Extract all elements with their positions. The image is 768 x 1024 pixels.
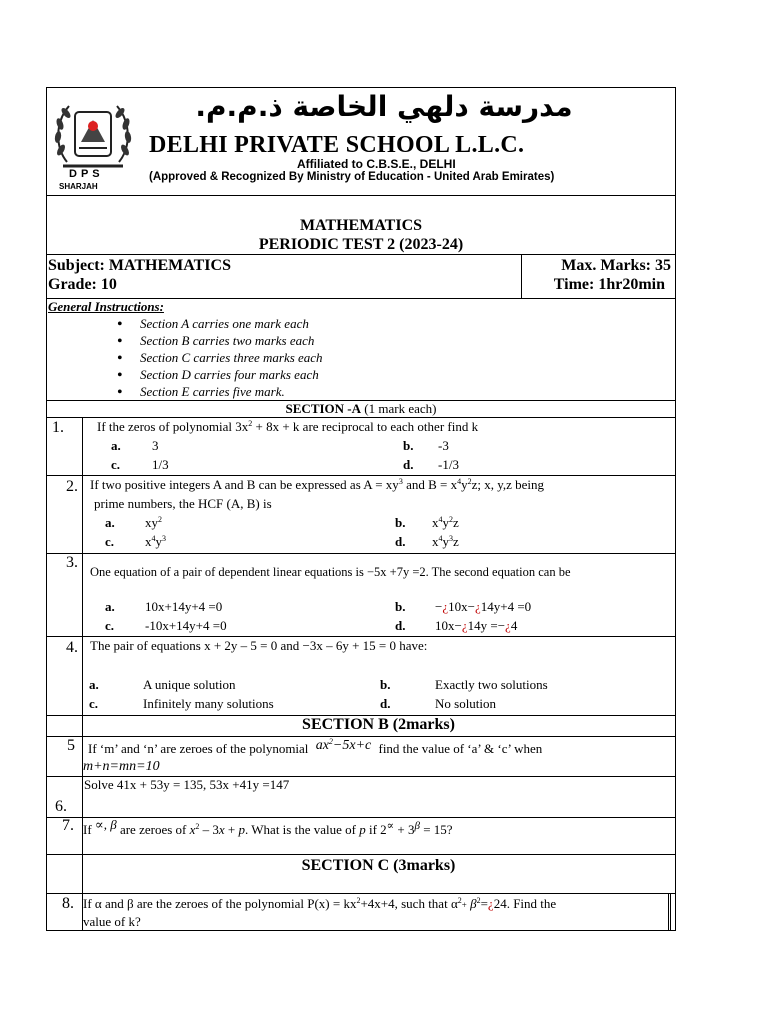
q5-condition: m+n=mn=10	[83, 759, 160, 774]
grade-label: Grade: 10	[48, 276, 117, 293]
q3-opt-value: 10x−¿14y =−¿4	[435, 618, 518, 633]
q2-opt-label: c.	[105, 534, 115, 549]
q2-text-line1: If two positive integers A and B can be expressed as $A = xy^3$ and $B = x^4y^2z$; x, y,z being	[90, 477, 545, 492]
logo-subtext: SHARJAH	[59, 182, 98, 191]
q4-opt-label: b.	[380, 677, 391, 692]
q3-opt-label: b.	[395, 599, 406, 614]
q2-opt-value: $x^4y^2z$	[432, 515, 459, 530]
instructions-heading: General Instructions:	[48, 299, 164, 314]
time-allowed: Time: 1hr20min	[553, 276, 665, 293]
q2-number: 2.	[66, 478, 78, 495]
q4-opt-value: A unique solution	[143, 677, 236, 692]
q4-opt-label: a.	[89, 677, 99, 692]
q1-opt-label: d.	[403, 457, 414, 472]
q7-number: 7.	[62, 817, 74, 834]
q1-opt-label: b.	[403, 438, 414, 453]
section-c-heading: SECTION C (3marks)	[301, 857, 456, 874]
approval-note: (Approved & Recognized By Ministry of Education - United Arab Emirates)	[149, 171, 555, 183]
q1-opt-label: a.	[111, 438, 121, 453]
q4-opt-value: Exactly two solutions	[435, 677, 548, 692]
test-subtitle: PERIODIC TEST 2 (2023-24)	[258, 236, 464, 253]
q3-opt-label: d.	[395, 618, 406, 633]
bullet: •	[117, 333, 123, 350]
instruction-item: Section E carries five mark.	[140, 384, 285, 399]
instruction-item: Section B carries two marks each	[140, 333, 315, 348]
school-logo	[49, 92, 137, 194]
q2-opt-value: $x^4y^3$	[145, 534, 166, 549]
q8-number: 8.	[62, 895, 74, 912]
q2-opt-label: b.	[395, 515, 406, 530]
section-a-title: SECTION -A	[285, 401, 362, 416]
instruction-item: Section A carries one mark each	[140, 316, 309, 331]
q3-opt-value: -10x+14y+4 =0	[145, 618, 227, 633]
q5-number: 5	[67, 737, 75, 754]
section-a-note: (1 mark each)	[364, 401, 437, 416]
q6-text: Solve 41x + 53y = 135, 53x +41y =147	[84, 777, 290, 792]
q1-opt-value: 1/3	[152, 457, 169, 472]
q3-number: 3.	[66, 554, 78, 571]
q1-opt-value: -3	[438, 438, 449, 453]
exam-sheet	[46, 87, 676, 931]
q8-text-line1: If α and β are the zeroes of the polynomial $P(x) = kx^2+4x+4$, such that $\alpha^2+$ $\beta^2=¿24$. Find the	[83, 896, 557, 911]
q4-opt-label: c.	[89, 696, 99, 711]
section-b-heading: SECTION B (2marks)	[302, 716, 455, 733]
q2-opt-value: $xy^2$	[145, 515, 162, 530]
arabic-school-name: مدرسة دلهي الخاصة ذ.م.م.	[195, 90, 573, 123]
bullet: •	[117, 316, 123, 333]
q1-opt-label: c.	[111, 457, 121, 472]
q3-opt-label: c.	[105, 618, 115, 633]
bullet: •	[117, 384, 123, 401]
q4-opt-value: No solution	[435, 696, 497, 711]
q2-opt-label: d.	[395, 534, 406, 549]
q8-text-line2: value of k?	[83, 914, 141, 929]
q2-text-line2: prime numbers, the HCF (A, B) is	[94, 496, 272, 511]
subject-label: Subject: MATHEMATICS	[48, 257, 231, 274]
q2-opt-label: a.	[105, 515, 115, 530]
bullet: •	[117, 350, 123, 367]
q3-opt-value: 10x+14y+4 =0	[145, 599, 223, 614]
school-crest-icon	[49, 92, 137, 176]
q4-text: The pair of equations x + 2y – 5 = 0 and −3x – 6y + 15 = 0 have:	[90, 638, 428, 653]
school-name: DELHI PRIVATE SCHOOL L.L.C.	[149, 132, 525, 158]
max-marks: Max. Marks: 35	[561, 257, 671, 274]
instruction-item: Section C carries three marks each	[140, 350, 323, 365]
logo-text: DPS	[69, 168, 104, 180]
q1-text: If the zeros of polynomial $3x^2 + 8x + k$ are reciprocal to each other find k	[97, 419, 479, 434]
q4-opt-label: d.	[380, 696, 391, 711]
test-title: MATHEMATICS	[299, 217, 423, 234]
q3-opt-label: a.	[105, 599, 115, 614]
q6-number: 6.	[55, 798, 67, 815]
q7-text: If ∝, β are zeroes of $x^2 - 3x + p$. What is the value of p if $2^\propto + 3^\beta = 15$?	[83, 817, 453, 837]
q3-text: One equation of a pair of dependent linear equations is −5x +7y =2. The second equation can be	[90, 565, 571, 579]
q3-opt-value: −¿10x−¿14y+4 =0	[435, 599, 532, 614]
section-a-heading	[47, 401, 675, 417]
q4-number: 4.	[66, 639, 78, 656]
q5-text: If ‘m’ and ‘n’ are zeroes of the polynomial $ax^2-5x+c$ find the value of ‘a’ & ‘c’ when	[88, 737, 543, 756]
q1-opt-value: 3	[152, 438, 159, 453]
instruction-item: Section D carries four marks each	[140, 367, 319, 382]
q1-number: 1.	[52, 419, 64, 436]
q2-opt-value: $x^4y^3z$	[432, 534, 459, 549]
q1-opt-value: -1/3	[438, 457, 459, 472]
q5-polynomial: $ax^2-5x+c$	[315, 737, 372, 753]
q4-opt-value: Infinitely many solutions	[143, 696, 274, 711]
affiliation: Affiliated to C.B.S.E., DELHI	[297, 157, 456, 171]
bullet: •	[117, 367, 123, 384]
